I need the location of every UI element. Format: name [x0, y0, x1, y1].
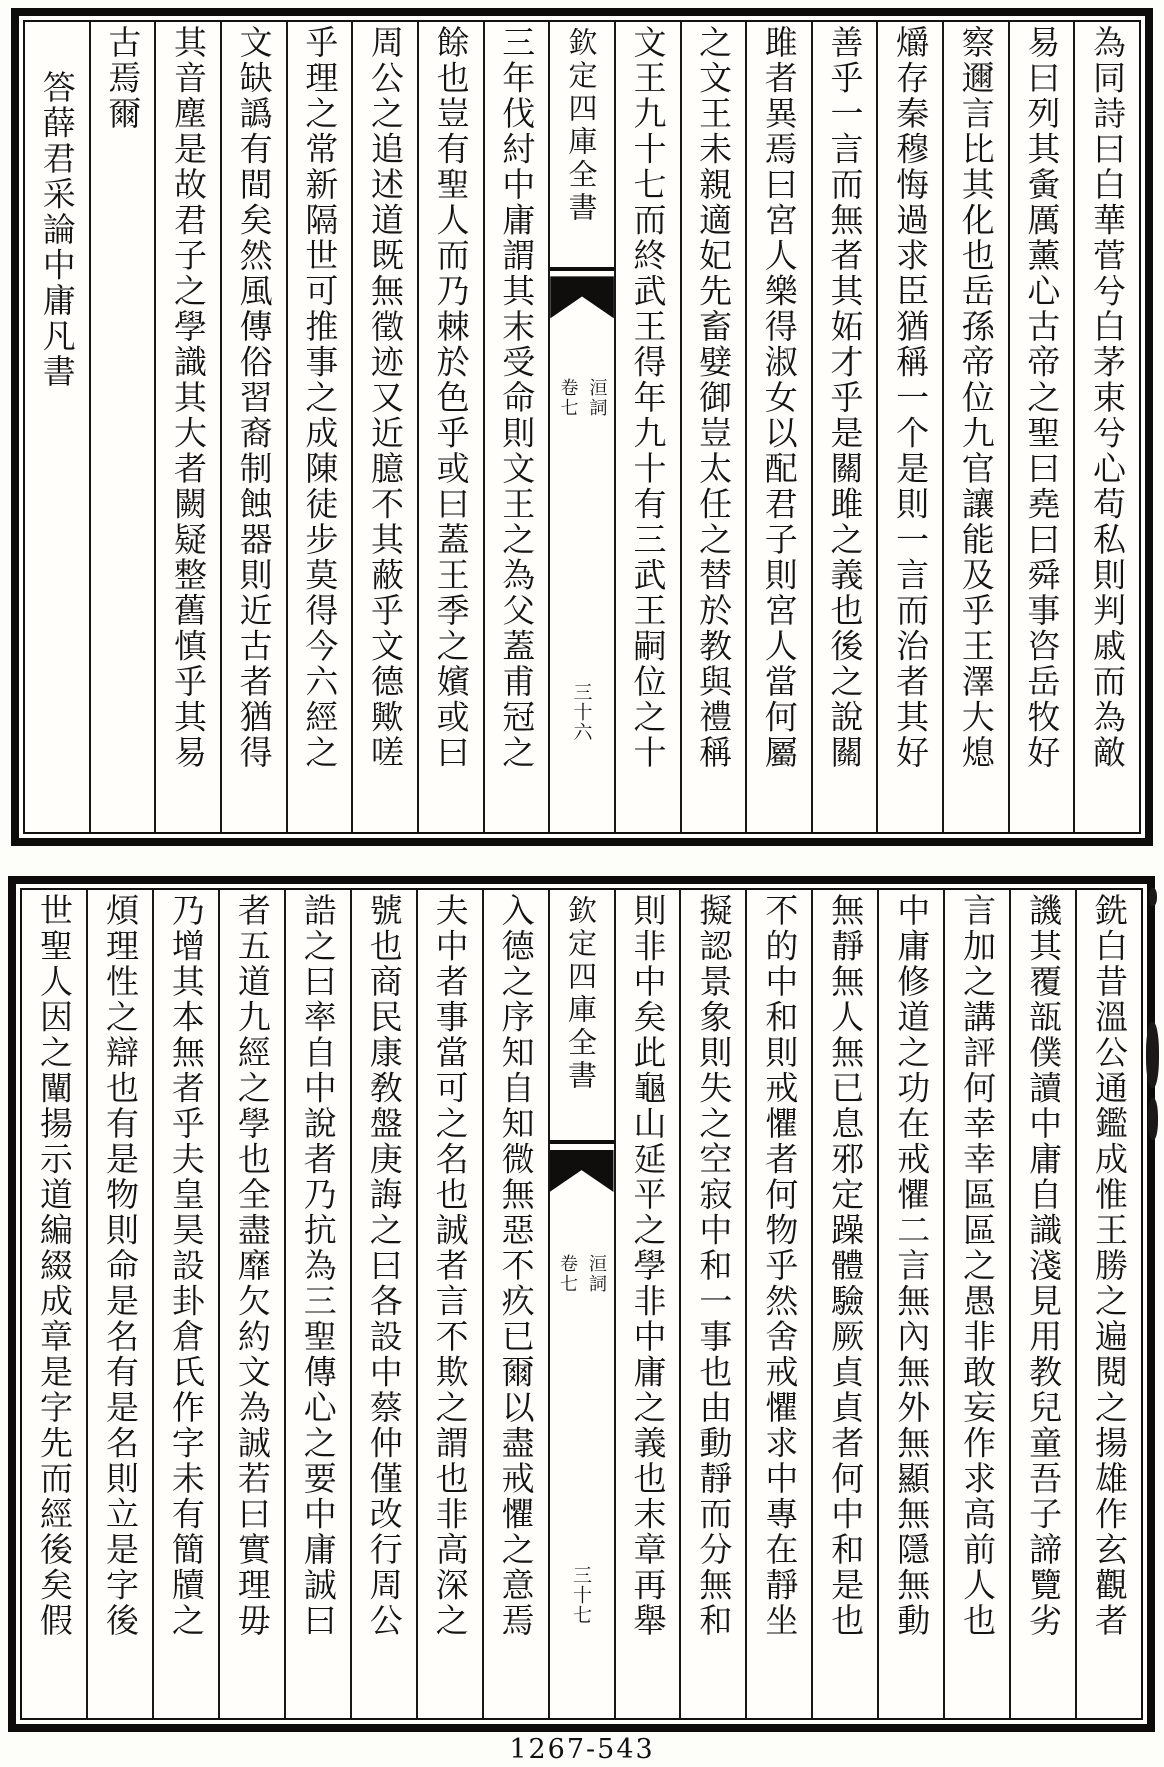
plate-caption: 1267-543: [509, 1734, 655, 1765]
text-column: 誥之曰率自中說者乃抗為三聖傳心之要中庸誠曰: [284, 890, 350, 1718]
folio-number: 三十七: [570, 1564, 593, 1625]
fishtail-bar: [550, 1140, 614, 1144]
text-column: 其音塵是故君子之學識其大者闕疑整舊慎乎其易: [154, 22, 220, 832]
page-frame: [23, 20, 1141, 834]
collection-title: 欽定四庫全書: [564, 27, 599, 225]
text-column: 為同詩曰白華菅兮白茅束兮心苟私則判戚而為敵: [1073, 22, 1139, 832]
letter-title-column: 答薛君采論中庸凡書: [37, 70, 77, 390]
text-column: 雎者異焉曰宮人樂得淑女以配君子則宮人當何屬: [745, 22, 811, 832]
banxin-center-column: [548, 890, 614, 1718]
folio-page-37: [8, 876, 1155, 1732]
text-column: 世聖人因之闡揚示道編綴成章是字先而經後矣假: [35, 893, 74, 1639]
text-column: 者五道九經之學也全盡靡欠約文為誠若曰實理毋: [218, 890, 284, 1718]
text-column: 夫中者事當可之名也誠者言不欺之謂也非高深之: [416, 890, 482, 1718]
scan-smudge: [1146, 1022, 1159, 1088]
scan-smudge: [1149, 888, 1157, 906]
folio-page-36: [11, 8, 1153, 846]
text-column: 入德之序知自知微無惡不疚已爾以盡戒懼之意焉: [482, 890, 548, 1718]
collection-title: 欽定四庫全書: [564, 895, 599, 1093]
text-column: 譏其覆瓿僕讀中庸自識淺見用教兒童吾子諦覽劣: [1009, 890, 1075, 1718]
text-column: 爝存秦穆悔過求臣猶稱一个是則一言而治者其好: [876, 22, 942, 832]
banxin-labels: [550, 1254, 614, 1294]
text-column: 銑白昔溫公通鑑成惟王勝之遍閱之揚雄作玄觀者: [1075, 890, 1141, 1718]
work-title: 洹詞: [586, 1254, 608, 1295]
text-column: 古焉爾: [89, 22, 155, 832]
text-column: 擬認景象則失之空寂中和一事也由動靜而分無和: [679, 890, 745, 1718]
scan-smudge: [1148, 1098, 1158, 1140]
juan-label: 卷七: [557, 1254, 579, 1295]
text-column: 乎理之常新隔世可推事之成陳徒步莫得今六經之: [286, 22, 352, 832]
text-column: 善乎一言而無者其妬才乎是關雎之義也後之說關: [811, 22, 877, 832]
text-column: 不的中和則戒懼者何物乎然舍戒懼求中專在靜坐: [745, 890, 811, 1718]
fishtail-bar: [550, 267, 614, 271]
fishtail-icon: [550, 276, 614, 318]
text-column: 煩理性之辯也有是物則命是名有是名則立是字後: [86, 890, 152, 1718]
text-column: 中庸修道之功在戒懼二言無內無外無顯無隱無動: [877, 890, 943, 1718]
fishtail-icon: [550, 1150, 614, 1192]
text-column: 易曰列其夤厲薰心古帝之聖曰堯曰舜事咨岳牧好: [1008, 22, 1074, 832]
text-column: 乃增其本無者乎夫皇昊設卦倉氏作字未有簡牘之: [152, 890, 218, 1718]
work-title: 洹詞: [586, 378, 608, 419]
text-column: 三年伐紂中庸謂其末受命則文王之為父蓋甫冠之: [483, 22, 549, 832]
text-column: 餘也豈有聖人而乃棘於色乎或曰蓋王季之嬪或曰: [417, 22, 483, 832]
text-column: 之文王未親適妃先畜嬖御豈太任之替於教與禮稱: [680, 22, 746, 832]
banxin-center-column: [548, 22, 614, 832]
text-column: 無靜無人無已息邪定躁體驗厥貞貞者何中和是也: [811, 890, 877, 1718]
page-frame: [20, 888, 1143, 1720]
text-column: 文王九十七而終武王得年九十有三武王嗣位之十: [614, 22, 680, 832]
text-column: 則非中矣此龜山延平之學非中庸之義也末章再舉: [614, 890, 680, 1718]
folio-number: 三十六: [570, 682, 593, 743]
text-column: 文缺譌有間矣然風傳俗習裔制蝕器則近古者猶得: [220, 22, 286, 832]
banxin-labels: [550, 378, 614, 418]
juan-label: 卷七: [557, 378, 579, 419]
text-column: 號也商民康敎盤庚誨之曰各設中蔡仲僅改行周公: [350, 890, 416, 1718]
text-column: 周公之追述道既無徵迹又近臆不其蔽乎文德歟嗟: [351, 22, 417, 832]
text-column: 察邇言比其化也岳孫帝位九官讓能及乎王澤大熄: [942, 22, 1008, 832]
text-column: 言加之講評何幸幸區區之愚非敢妄作求高前人也: [943, 890, 1009, 1718]
